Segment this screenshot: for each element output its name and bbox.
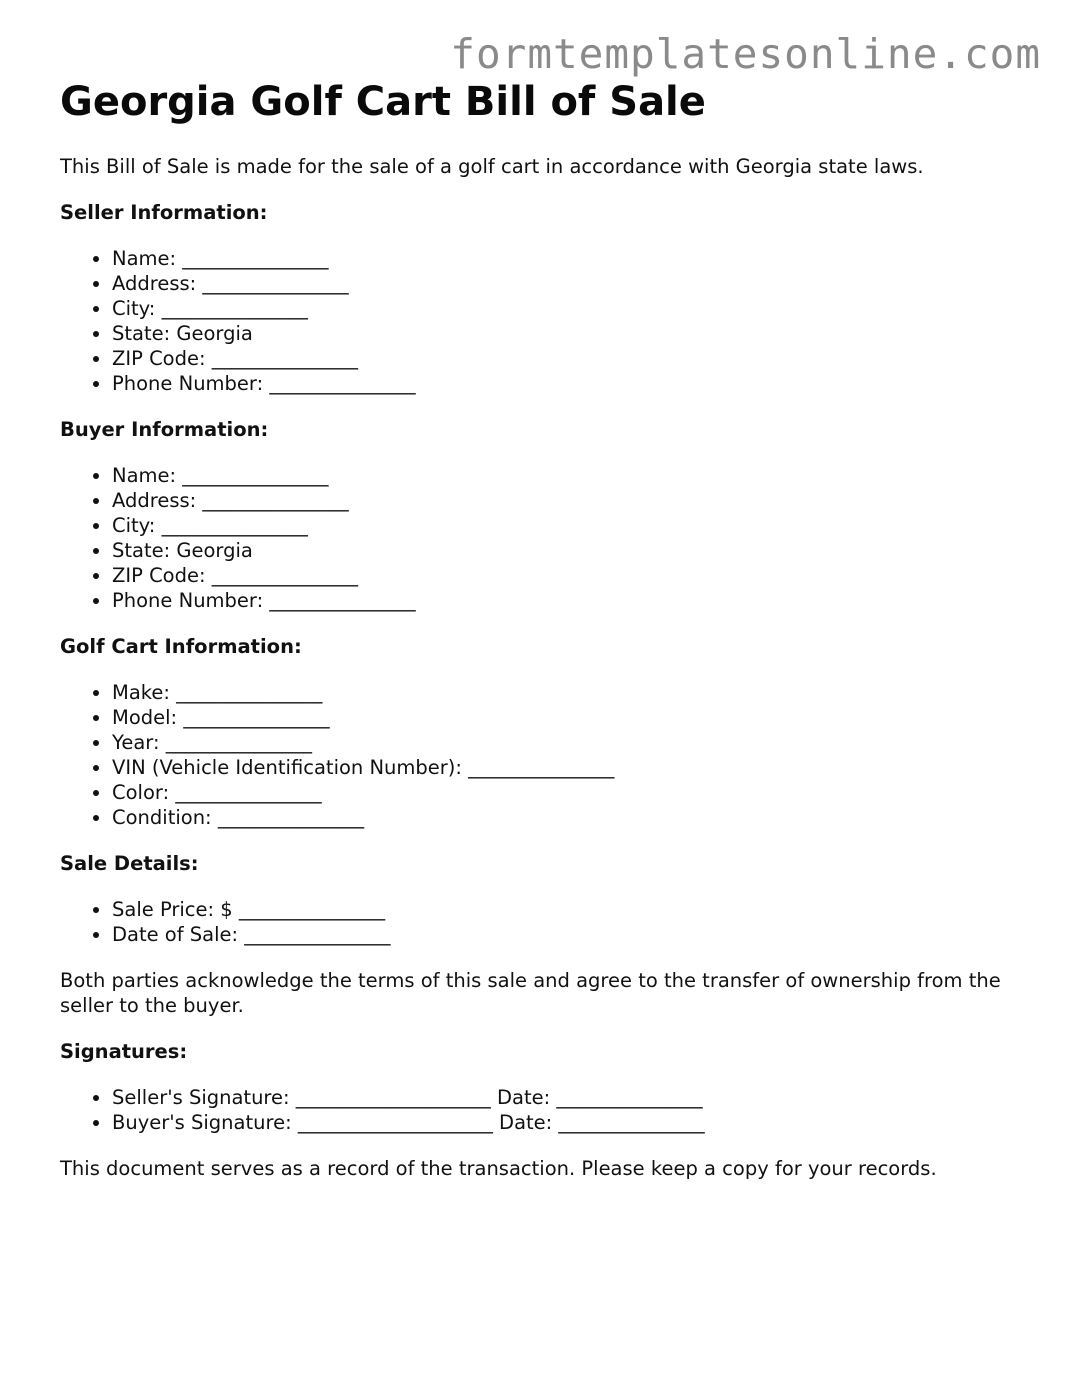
signatures-list	[60, 1085, 1020, 1135]
buyer-heading: Buyer Information:	[60, 418, 269, 441]
buyer-name-item: • Name: _______________	[112, 463, 1020, 488]
seller-city-item: • City: _______________	[112, 296, 1020, 321]
cart-year-item: • Year: _______________	[112, 730, 1020, 755]
cart-model-item: • Model: _______________	[112, 705, 1020, 730]
document-body	[60, 74, 1020, 1181]
buyer-city-item: • City: _______________	[112, 513, 1020, 538]
signatures-heading: Signatures:	[60, 1040, 188, 1063]
buyer-state-item: • State: Georgia	[112, 538, 1020, 563]
seller-signature-item: • Seller's Signature: ____________________ Date: _______________	[112, 1085, 1020, 1110]
buyer-phone-item: • Phone Number: _______________	[112, 588, 1020, 613]
closing-text: This document serves as a record of the transaction. Please keep a copy for your records.	[60, 1157, 937, 1180]
watermark: formtemplatesonline.com	[450, 30, 1041, 78]
seller-name-item: • Name: _______________	[112, 246, 1020, 271]
cart-condition-item: • Condition: _______________	[112, 805, 1020, 830]
sale-heading: Sale Details:	[60, 852, 199, 875]
sale-price-item: • Sale Price: $ _______________	[112, 897, 1020, 922]
buyer-signature-item: • Buyer's Signature: ____________________ Date: _______________	[112, 1110, 1020, 1135]
seller-list	[60, 246, 1020, 396]
buyer-list	[60, 463, 1020, 613]
seller-heading: Seller Information:	[60, 201, 268, 224]
seller-phone-item: • Phone Number: _______________	[112, 371, 1020, 396]
seller-address-item: • Address: _______________	[112, 271, 1020, 296]
intro-text: This Bill of Sale is made for the sale of a golf cart in accordance with Georgia state laws.	[60, 155, 924, 178]
cart-list	[60, 680, 1020, 830]
buyer-zip-item: • ZIP Code: _______________	[112, 563, 1020, 588]
page-title: Georgia Golf Cart Bill of Sale	[60, 79, 706, 125]
seller-zip-item: • ZIP Code: _______________	[112, 346, 1020, 371]
sale-list	[60, 897, 1020, 947]
cart-heading: Golf Cart Information:	[60, 635, 302, 658]
sale-date-item: • Date of Sale: _______________	[112, 922, 1020, 947]
seller-state-item: • State: Georgia	[112, 321, 1020, 346]
cart-make-item: • Make: _______________	[112, 680, 1020, 705]
cart-color-item: • Color: _______________	[112, 780, 1020, 805]
acknowledgement-text: Both parties acknowledge the terms of this sale and agree to the transfer of ownership from the seller to the buyer.	[60, 969, 1001, 1017]
buyer-address-item: • Address: _______________	[112, 488, 1020, 513]
cart-vin-item: • VIN (Vehicle Identification Number): _______________	[112, 755, 1020, 780]
